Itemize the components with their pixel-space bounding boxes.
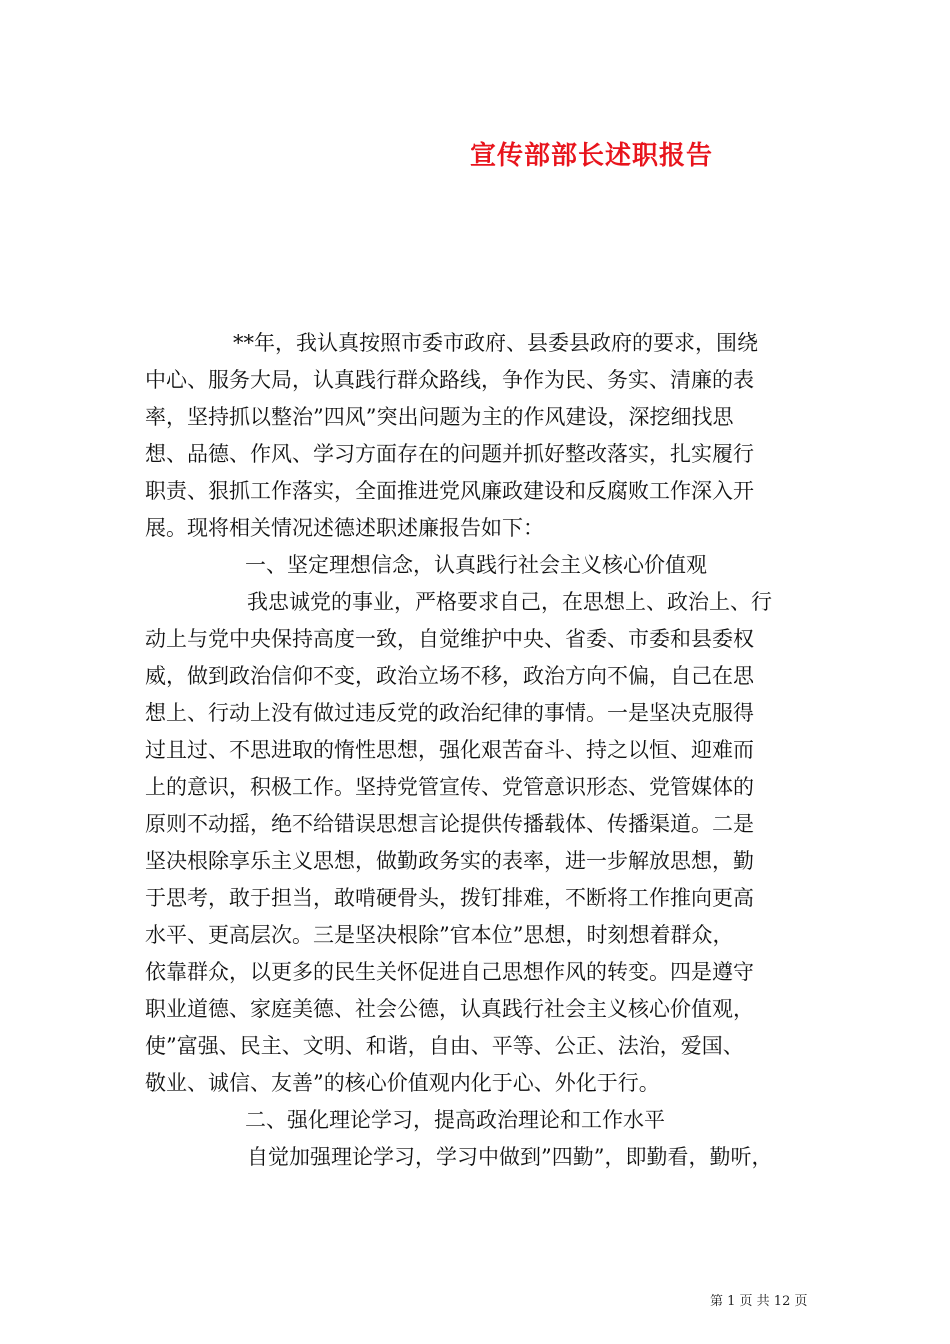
paragraph-line: **年，我认真按照市委市政府、县委县政府的要求，围绕 [233, 331, 758, 355]
paragraph-line: 水平、更高层次。三是坚决根除”官本位”思想，时刻想着群众， [145, 923, 734, 947]
paragraph-line: 上的意识，积极工作。坚持党管宣传、党管意识形态、党管媒体的 [145, 775, 754, 799]
section-heading: 一、坚定理想信念，认真践行社会主义核心价值观 [245, 553, 707, 577]
paragraph-line: 想、品德、作风、学习方面存在的问题并抓好整改落实，扎实履行 [145, 442, 754, 466]
document-body [145, 325, 810, 1176]
paragraph-line: 依靠群众，以更多的民生关怀促进自己思想作风的转变。四是遵守 [145, 960, 754, 984]
paragraph-line: 动上与党中央保持高度一致，自觉维护中央、省委、市委和县委权 [145, 627, 754, 651]
paragraph-line: 原则不动摇，绝不给错误思想言论提供传播载体、传播渠道。二是 [145, 812, 754, 836]
paragraph-line: 过且过、不思进取的惰性思想，强化艰苦奋斗、持之以恒、迎难而 [145, 738, 754, 762]
paragraph-line: 职业道德、家庭美德、社会公德，认真践行社会主义核心价值观， [145, 997, 754, 1021]
paragraph-line: 威，做到政治信仰不变，政治立场不移，政治方向不偏，自己在思 [145, 664, 754, 688]
paragraph-line: 坚决根除享乐主义思想，做勤政务实的表率，进一步解放思想，勤 [145, 849, 754, 873]
paragraph-line: 职责、狠抓工作落实，全面推进党风廉政建设和反腐败工作深入开 [145, 479, 754, 503]
paragraph-line: 率，坚持抓以整治”四风”突出问题为主的作风建设，深挖细找思 [145, 405, 734, 429]
section-heading: 二、强化理论学习，提高政治理论和工作水平 [245, 1108, 665, 1132]
paragraph-line: 使”富强、民主、文明、和谐，自由、平等、公正、法治，爱国、 [145, 1034, 744, 1058]
paragraph-line: 敬业、诚信、友善”的核心价值观内化于心、外化于行。 [145, 1071, 660, 1095]
paragraph-line: 我忠诚党的事业，严格要求自己，在思想上、政治上、行 [247, 590, 772, 614]
page-number: 第 1 页 共 12 页 [710, 1294, 808, 1309]
document-title: 宣传部部长述职报告 [470, 141, 714, 171]
paragraph-line: 中心、服务大局，认真践行群众路线，争作为民、务实、清廉的表 [145, 368, 754, 392]
paragraph-line: 展。现将相关情况述德述职述廉报告如下： [145, 516, 544, 540]
paragraph-line: 自觉加强理论学习，学习中做到”四勤”，即勤看，勤听， [247, 1145, 773, 1169]
paragraph-line: 于思考，敢于担当，敢啃硬骨头，拨钉排难，不断将工作推向更高 [145, 886, 754, 910]
paragraph-line: 想上、行动上没有做过违反党的政治纪律的事情。一是坚决克服得 [145, 701, 754, 725]
